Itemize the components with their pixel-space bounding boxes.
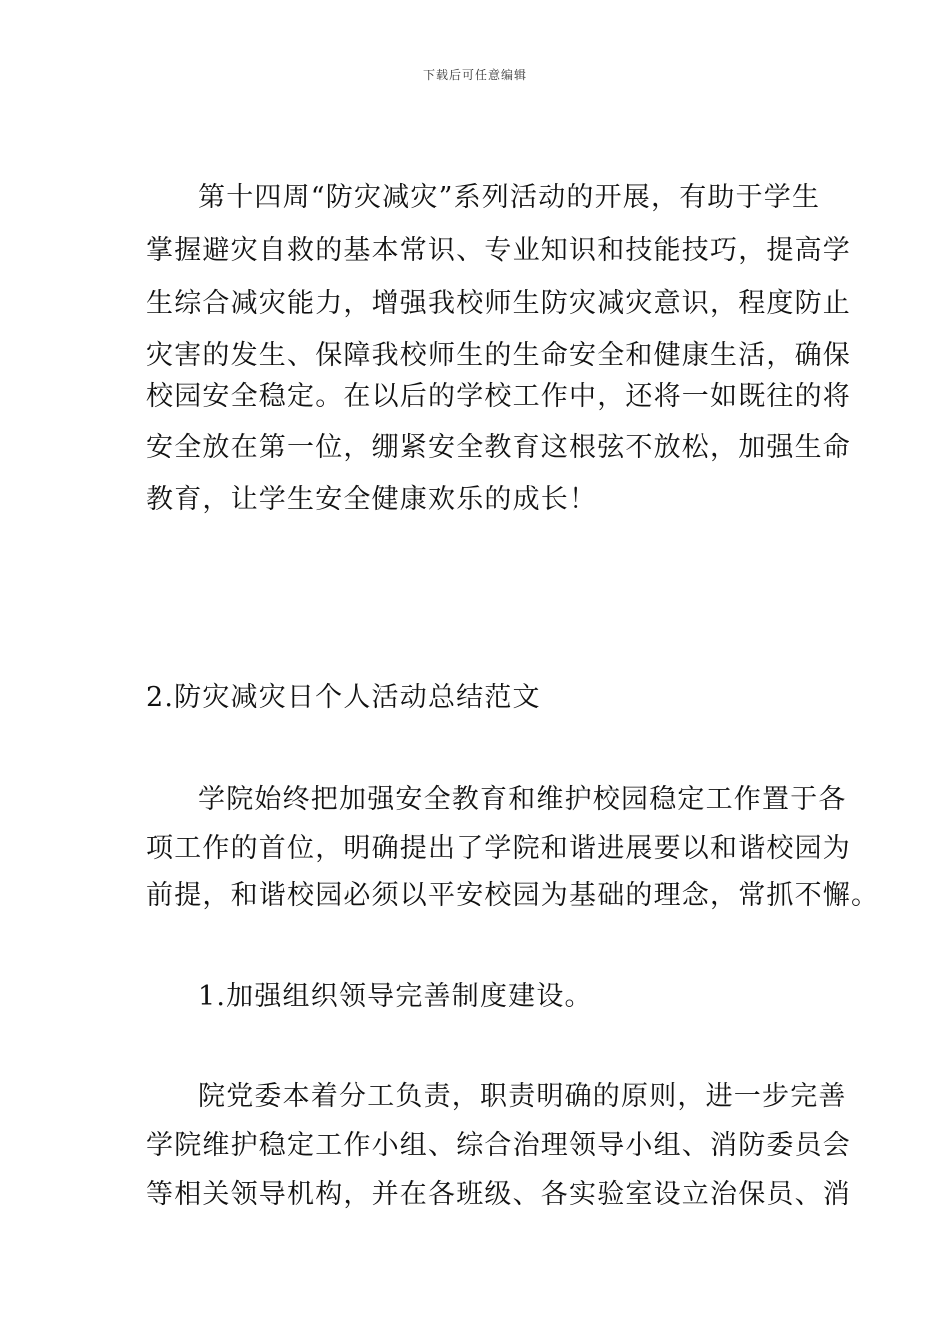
page-header: 下载后可任意编辑	[422, 68, 527, 82]
paragraph-1-line: 校园安全稳定。在以后的学校工作中，还将一如既往的将	[146, 381, 851, 412]
paragraph-2-line: 学院始终把加强安全教育和维护校园稳定工作置于各	[198, 784, 847, 815]
paragraph-1-line: 生综合减灾能力，增强我校师生防灾减灾意识，程度防止	[146, 288, 851, 319]
paragraph-2-line: 前提，和谐校园必须以平安校园为基础的理念，常抓不懈。	[146, 880, 880, 911]
paragraph-2-line: 项工作的首位，明确提出了学院和谐进展要以和谐校园为	[146, 833, 851, 864]
section-title: 2.防灾减灾日个人活动总结范文	[146, 682, 541, 713]
paragraph-1-line: 掌握避灾自救的基本常识、专业知识和技能技巧，提高学	[146, 235, 851, 266]
paragraph-1-line: 安全放在第一位，绷紧安全教育这根弦不放松，加强生命	[146, 432, 851, 463]
paragraph-3-line: 学院维护稳定工作小组、综合治理领导小组、消防委员会	[146, 1130, 851, 1161]
paragraph-3-line: 院党委本着分工负责，职责明确的原则，进一步完善	[198, 1081, 847, 1112]
paragraph-1-line: 灾害的发生、保障我校师生的生命安全和健康生活，确保	[146, 340, 851, 371]
paragraph-1-line: 第十四周“防灾减灾”系列活动的开展，有助于学生	[198, 182, 821, 213]
subheading: 1.加强组织领导完善制度建设。	[198, 981, 593, 1012]
paragraph-1-line: 教育，让学生安全健康欢乐的成长！	[146, 484, 598, 515]
paragraph-3-line: 等相关领导机构，并在各班级、各实验室设立治保员、消	[146, 1179, 851, 1210]
